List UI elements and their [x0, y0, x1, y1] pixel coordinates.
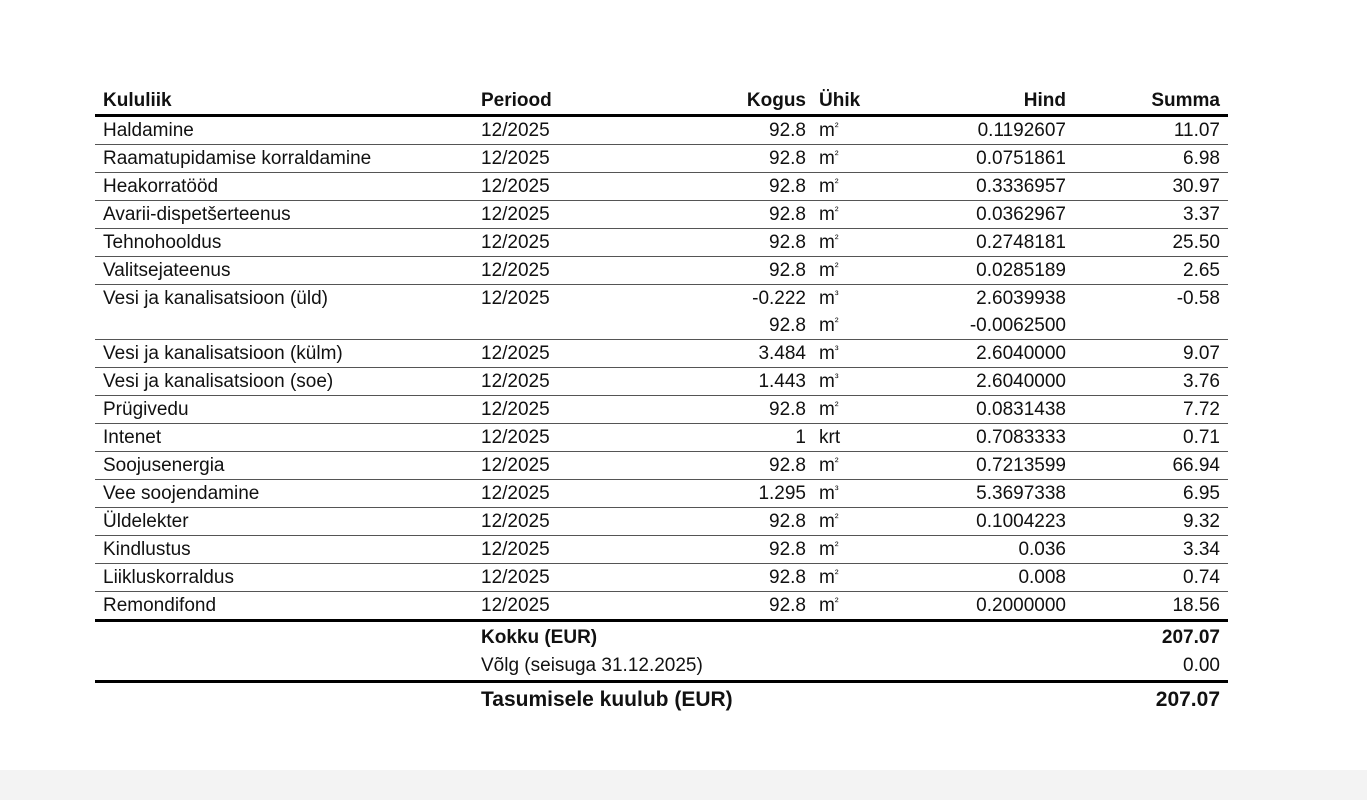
cell-kululiik: Kindlustus — [95, 536, 481, 564]
cell-kogus: 92.8 — [621, 592, 806, 621]
cell-summa: 0.74 — [1066, 564, 1228, 592]
cell-kogus: 92.8 — [621, 145, 806, 173]
debt-row — [95, 652, 1228, 682]
table-row — [95, 564, 1228, 592]
cell-periood: 12/2025 — [481, 340, 621, 368]
cell-summa: 3.37 — [1066, 201, 1228, 229]
cell-kululiik: Intenet — [95, 424, 481, 452]
cell-uhik: $m^{^3}$ — [806, 480, 906, 508]
cell-periood: 12/2025 — [481, 257, 621, 285]
cell-uhik: $m^{^3}$ — [819, 288, 839, 309]
cell-hind: 0.3336957 — [906, 173, 1066, 201]
table-row — [95, 285, 1228, 313]
cell-summa: 6.98 — [1066, 145, 1228, 173]
cell-periood: 12/2025 — [481, 173, 621, 201]
cell-kogus: 3.484 — [621, 340, 806, 368]
cell-summa: 6.95 — [1066, 480, 1228, 508]
cell-summa — [1066, 312, 1228, 340]
table-row — [95, 201, 1228, 229]
cell-summa: 18.56 — [1066, 592, 1228, 621]
cell-hind: 0.008 — [906, 564, 1066, 592]
cell-kululiik: Prügivedu — [95, 396, 481, 424]
cell-summa: 11.07 — [1066, 116, 1228, 145]
cost-table — [95, 88, 1228, 717]
cell-periood: 12/2025 — [481, 592, 621, 621]
cell-kogus: 92.8 — [621, 564, 806, 592]
table-row — [95, 312, 1228, 340]
cell-uhik: $m^{^2}$ — [806, 173, 906, 201]
cell-kululiik: Vesi ja kanalisatsioon (üld) — [103, 288, 328, 309]
cell-periood: 12/2025 — [481, 368, 621, 396]
cell-uhik: $m^{^3}$ — [806, 340, 906, 368]
cell-periood: 12/2025 — [481, 396, 621, 424]
cell-hind: 0.1192607 — [906, 116, 1066, 145]
cell-kululiik: Üldelekter — [95, 508, 481, 536]
table-row — [95, 229, 1228, 257]
debt-label: Võlg (seisuga 31.12.2025) — [481, 652, 906, 682]
cell-periood — [481, 312, 621, 340]
table-row — [95, 480, 1228, 508]
cell-kululiik: Vee soojendamine — [95, 480, 481, 508]
cell-uhik: $m^{^2}$ — [806, 452, 906, 480]
cell-hind: 0.0285189 — [906, 257, 1066, 285]
cell-kululiik: Soojusenergia — [95, 452, 481, 480]
cell-hind: 0.7083333 — [906, 424, 1066, 452]
cell-periood: 12/2025 — [481, 508, 621, 536]
table-row — [95, 424, 1228, 452]
cell-kogus: 92.8 — [621, 452, 806, 480]
cell-kogus: 92.8 — [621, 116, 806, 145]
cell-uhik: $m^{^2}$ — [806, 116, 906, 145]
cell-kululiik: Valitsejateenus — [95, 257, 481, 285]
col-header-summa: Summa — [1066, 88, 1228, 116]
cell-periood: 12/2025 — [481, 229, 621, 257]
cell-uhik: $m^{^2}$ — [806, 508, 906, 536]
cell-summa: 9.32 — [1066, 508, 1228, 536]
cell-kululiik: Vesi ja kanalisatsioon (soe) — [95, 368, 481, 396]
cell-periood: 12/2025 — [481, 452, 621, 480]
cell-periood: 12/2025 — [481, 288, 550, 309]
cell-kogus: 1.443 — [621, 368, 806, 396]
cell-uhik: $m^{^2}$ — [806, 201, 906, 229]
cell-kululiik: Haldamine — [95, 116, 481, 145]
cell-hind: 2.6040000 — [906, 368, 1066, 396]
cell-summa: 3.76 — [1066, 368, 1228, 396]
table-row — [95, 340, 1228, 368]
cell-uhik: $m^{^2}$ — [806, 536, 906, 564]
cell-summa: 25.50 — [1066, 229, 1228, 257]
table-row — [95, 145, 1228, 173]
cell-kogus: 92.8 — [621, 312, 806, 340]
cell-kogus: -0.222 — [752, 288, 806, 309]
cell-uhik: krt — [806, 424, 906, 452]
total-label: Kokku (EUR) — [481, 627, 598, 648]
table-row — [95, 536, 1228, 564]
cell-periood: 12/2025 — [481, 536, 621, 564]
table-row — [95, 257, 1228, 285]
cell-periood: 12/2025 — [481, 564, 621, 592]
cell-kogus: 92.8 — [621, 229, 806, 257]
cell-summa: 0.71 — [1066, 424, 1228, 452]
cell-kogus: 92.8 — [621, 201, 806, 229]
cell-kululiik: Remondifond — [95, 592, 481, 621]
table-row — [95, 592, 1228, 621]
cell-kululiik — [95, 312, 481, 340]
cell-hind: 2.6040000 — [906, 340, 1066, 368]
cell-summa: -0.58 — [1176, 288, 1220, 309]
cell-hind: 0.0751861 — [906, 145, 1066, 173]
cell-kululiik: Raamatupidamise korraldamine — [95, 145, 481, 173]
col-header-hind: Hind — [906, 88, 1066, 116]
col-header-kululiik: Kululiik — [95, 88, 481, 116]
cell-kogus: 92.8 — [621, 508, 806, 536]
cell-hind: 5.3697338 — [906, 480, 1066, 508]
cell-hind: -0.0062500 — [906, 312, 1066, 340]
cell-uhik: $m^{^3}$ — [806, 368, 906, 396]
payable-value: 207.07 — [1155, 688, 1220, 711]
cell-hind: 0.036 — [906, 536, 1066, 564]
bottom-strip — [0, 770, 1367, 800]
cell-kogus: 92.8 — [621, 536, 806, 564]
cell-summa: 3.34 — [1066, 536, 1228, 564]
cell-kululiik: Vesi ja kanalisatsioon (külm) — [95, 340, 481, 368]
cell-uhik: $m^{^2}$ — [806, 312, 906, 340]
cell-kogus: 92.8 — [621, 173, 806, 201]
debt-value: 0.00 — [1066, 652, 1228, 682]
cell-hind: 0.1004223 — [906, 508, 1066, 536]
table-row — [95, 396, 1228, 424]
col-header-kogus: Kogus — [621, 88, 806, 116]
cell-hind: 0.7213599 — [906, 452, 1066, 480]
cell-hind: 2.6039938 — [976, 288, 1066, 309]
cell-summa: 66.94 — [1066, 452, 1228, 480]
cell-summa: 9.07 — [1066, 340, 1228, 368]
cell-kogus: 1.295 — [621, 480, 806, 508]
cell-summa: 30.97 — [1066, 173, 1228, 201]
cell-uhik: $m^{^2}$ — [806, 592, 906, 621]
table-row — [95, 368, 1228, 396]
cell-kogus: 92.8 — [621, 257, 806, 285]
cell-hind: 0.2748181 — [906, 229, 1066, 257]
table-row — [95, 452, 1228, 480]
total-value: 207.07 — [1161, 627, 1220, 648]
cell-periood: 12/2025 — [481, 145, 621, 173]
cell-kululiik: Liikluskorraldus — [95, 564, 481, 592]
header-row — [95, 88, 1228, 116]
cell-kogus: 92.8 — [621, 396, 806, 424]
cell-kululiik: Heakorratööd — [95, 173, 481, 201]
col-header-periood: Periood — [481, 88, 621, 116]
cell-uhik: $m^{^2}$ — [806, 229, 906, 257]
cell-summa: 7.72 — [1066, 396, 1228, 424]
cell-uhik: $m^{^2}$ — [806, 257, 906, 285]
cell-uhik: $m^{^2}$ — [806, 145, 906, 173]
cell-periood: 12/2025 — [481, 201, 621, 229]
cell-hind: 0.2000000 — [906, 592, 1066, 621]
table-row — [95, 116, 1228, 145]
table-row — [95, 508, 1228, 536]
cell-periood: 12/2025 — [481, 116, 621, 145]
cell-summa: 2.65 — [1066, 257, 1228, 285]
total-row — [95, 621, 1228, 653]
cell-uhik: $m^{^2}$ — [806, 564, 906, 592]
cell-periood: 12/2025 — [481, 480, 621, 508]
cell-hind: 0.0831438 — [906, 396, 1066, 424]
payable-row — [95, 682, 1228, 718]
table-body — [95, 116, 1228, 621]
cell-periood: 12/2025 — [481, 424, 621, 452]
payable-label: Tasumisele kuulub (EUR) — [481, 688, 733, 711]
cell-hind: 0.0362967 — [906, 201, 1066, 229]
cell-kululiik: Avarii-dispetšerteenus — [95, 201, 481, 229]
cell-kululiik: Tehnohooldus — [95, 229, 481, 257]
table-row — [95, 173, 1228, 201]
col-header-uhik: Ühik — [806, 88, 906, 116]
cell-kogus: 1 — [621, 424, 806, 452]
cell-uhik: $m^{^2}$ — [806, 396, 906, 424]
